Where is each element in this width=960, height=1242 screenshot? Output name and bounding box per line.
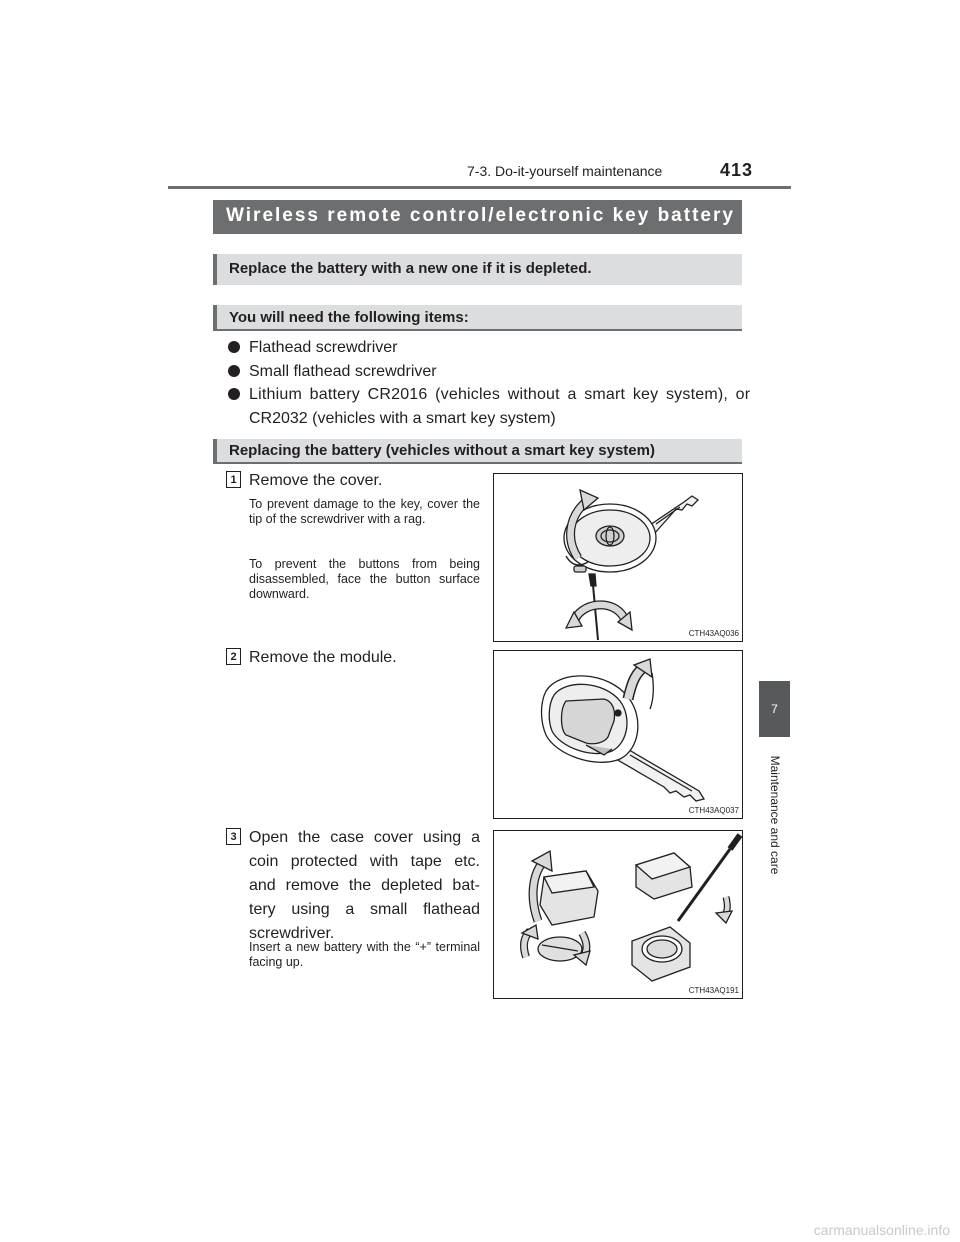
step-number-1: 1	[226, 471, 241, 488]
list-item	[228, 384, 750, 406]
bullet-icon	[228, 388, 240, 400]
bullet-icon	[228, 365, 240, 377]
item-text: Small flathead screwdriver	[249, 363, 437, 380]
step-3-line: coin protected with tape etc.	[249, 853, 480, 870]
list-item	[228, 337, 398, 359]
step-3-text	[249, 826, 480, 946]
item-text: Flathead screwdriver	[249, 339, 398, 356]
step-3-line: screwdriver.	[249, 925, 335, 942]
replace-info-text: Replace the battery with a new one if it is depleted.	[229, 260, 592, 277]
step-number-2: 2	[226, 648, 241, 665]
key-module-illustration	[494, 651, 742, 818]
battery-replace-illustration	[494, 831, 742, 998]
procedure-heading-box	[213, 439, 742, 464]
figure-remove-module	[493, 650, 743, 819]
step-number-3: 3	[226, 828, 241, 845]
items-heading-text: You will need the following items:	[229, 309, 469, 326]
page-number: 413	[720, 160, 754, 180]
page-title: Wireless remote control/electronic key battery	[226, 205, 735, 226]
item-text: Lithium battery CR2016 (vehicles without a smart key system), or	[249, 386, 751, 403]
procedure-heading-text: Replacing the battery (vehicles without a smart key system)	[229, 442, 655, 459]
step-3-line: and remove the depleted bat-	[249, 877, 480, 894]
bullet-icon	[228, 341, 240, 353]
key-cover-illustration	[494, 474, 742, 641]
items-heading-box	[213, 305, 742, 331]
step-1-note-1: To prevent damage to the key, cover the tip of the screwdriver with a rag.	[249, 497, 480, 526]
footer-watermark[interactable]: carmanualsonline.info	[813, 1222, 950, 1238]
chapter-tab	[759, 681, 790, 737]
step-3-line: tery using a small flathead	[249, 901, 480, 918]
list-item-continued: CR2032 (vehicles with a smart key system)	[249, 410, 556, 427]
replace-info-box	[213, 254, 742, 285]
step-3-line: Open the case cover using a	[249, 829, 480, 846]
chapter-title-vertical	[759, 740, 790, 890]
figure-code: CTH43AQ037	[688, 806, 739, 815]
box-accent-bar	[213, 439, 217, 462]
figure-remove-cover	[493, 473, 743, 642]
step-1-text: Remove the cover.	[249, 472, 383, 489]
header-rule	[168, 186, 791, 189]
section-header: 7-3. Do-it-yourself maintenance	[467, 163, 663, 179]
step-3-note: Insert a new battery with the “+” terminal facing up.	[249, 940, 480, 969]
title-banner	[213, 200, 742, 234]
figure-code: CTH43AQ191	[688, 986, 739, 995]
figure-replace-battery	[493, 830, 743, 999]
figure-code: CTH43AQ036	[688, 629, 739, 638]
list-item	[228, 361, 437, 383]
chapter-number: 7	[771, 702, 778, 716]
chapter-title: Maintenance and care	[767, 755, 782, 875]
box-accent-bar	[213, 305, 217, 329]
step-1-note-2: To prevent the buttons from being disassembled, face the button surface downward.	[249, 557, 480, 601]
step-2-text: Remove the module.	[249, 649, 397, 666]
box-accent-bar	[213, 254, 217, 285]
